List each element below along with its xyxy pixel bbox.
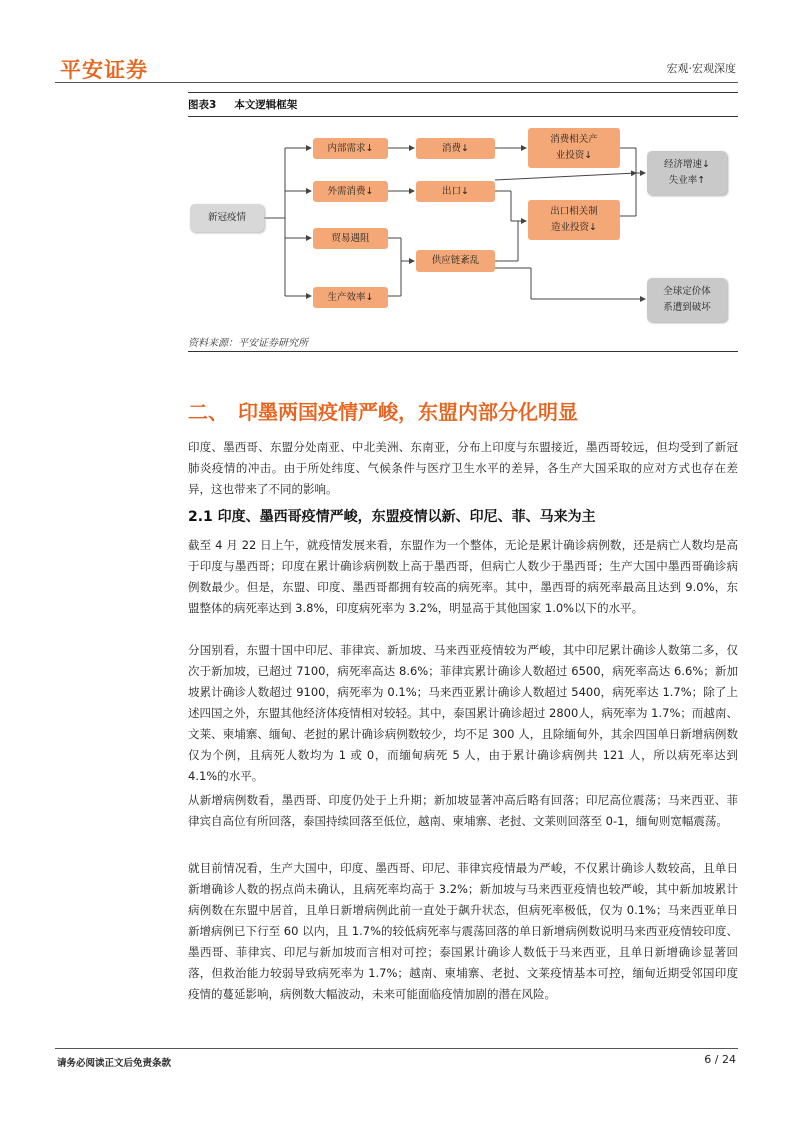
node-global-pricing-line1: 全球定价体 <box>663 286 711 297</box>
report-category: 宏观·宏观深度 <box>666 62 736 75</box>
node-global-pricing <box>647 278 727 322</box>
node-export: 出口↓ <box>416 181 495 202</box>
node-covid: 新冠疫情 <box>190 204 264 232</box>
node-consumer-investment <box>528 128 620 168</box>
page-number: 6 / 24 <box>704 1053 736 1066</box>
node-growth-unemployment <box>647 151 727 195</box>
paragraph-4: 就目前情况看，生产大国中，印度、墨西哥、印尼、菲律宾疫情最为严峻，不仅累计确诊人数较高，且单日新增确诊人数的拐点尚未确认，且病死率均高于 3.2%；新加坡与马来西亚疫情也较严峻，其中新加坡累计病例数在东盟中居首，且单日新增病例此前一直处于飙升状态，但病死率极低，仅为 0.1%；马来西亚单日新增病例已下行至 60 以内，且 1.7%的较低病死率与震荡回落的单日新增病例数说明马来西亚疫情较印度、墨西哥、菲律宾、印尼与新加坡而言相对可控；泰国累计确诊人数低于马来西亚，且单日新增确诊显著回落，但救治能力较弱导致病死率为 1.7%；越南、柬埔寨、老挝、文莱疫情基本可控，缅甸近期受邻国印度疫情的蔓延影响，病例数大幅波动，未来可能面临疫情加剧的潜在风险。 <box>188 861 738 1001</box>
node-manufacturing-investment-line1: 出口相关制 <box>550 206 598 217</box>
node-consumer-investment-line1: 消费相关产 <box>550 134 598 145</box>
node-supply-chain: 供应链紊乱 <box>416 250 495 272</box>
section-title: 二、 印墨两国疫情严峻，东盟内部分化明显 <box>188 400 578 424</box>
figure-number: 图表3 <box>188 99 217 111</box>
paragraph-3: 从新增病例数看，墨西哥、印度仍处于上升期；新加坡显著冲高后略有回落；印尼高位震荡；马来西亚、菲律宾自高位有所回落，泰国持续回落至低位，越南、柬埔寨、老挝、文莱则回落至 0-1，缅甸则宽幅震荡。 <box>188 793 738 828</box>
node-growth-line1: 经济增速↓ <box>664 159 710 170</box>
node-consumer-investment-line2: 业投资↓ <box>555 150 593 161</box>
paragraph-1: 截至 4 月 22 日上午，就疫情发展来看，东盟作为一个整体，无论是累计确诊病例数，还是病亡人数均是高于印度与墨西哥；印度在累计确诊病例数上高于墨西哥，但病亡人数少于墨西哥；生产大国中墨西哥确诊病例数最少。但是，东盟、印度、墨西哥都拥有较高的病死率。其中，墨西哥的病死率最高且达到 9.0%，东盟整体的病死率达到 3.8%，印度病死率为 3.2%，明显高于其他国家 1.0%以下的水平。 <box>188 538 738 615</box>
node-growth-line2: 失业率↑ <box>668 175 706 186</box>
subsection-title: 2.1 印度、墨西哥疫情严峻，东盟疫情以新、印尼、菲、马来为主 <box>188 509 596 525</box>
paragraph-2: 分国别看，东盟十国中印尼、菲律宾、新加坡、马来西亚疫情较为严峻，其中印尼累计确诊人数第二多，仅次于新加坡，已超过 7100，病死率高达 8.6%；菲律宾累计确诊人数超过 6500，病死率高达 6.6%；新加坡累计确诊人数超过 9100，病死率为 0.1%；马来西亚累计确诊人数超过 5400，病死率达 1.7%；除了上述四国之外，东盟其他经济体疫情相对较轻。其中，泰国累计确诊超过 2800人，病死率为 1.7%；而越南、文莱、柬埔寨、缅甸、老挝的累计确诊病例数较少，均不足 300 人，且除缅甸外，其余四国单日新增病例数仅为个例，且病死人数均为 1 或 0，而缅甸病死 5 人，由于累计确诊病例共 121 人，所以病死率达到 4.1%的水平。 <box>188 643 738 783</box>
node-productivity: 生产效率↓ <box>313 287 388 308</box>
node-consumption: 消费↓ <box>416 138 495 159</box>
node-trade: 贸易遇阻 <box>313 228 388 249</box>
figure-top-rule <box>188 92 738 93</box>
footer-disclaimer: 请务必阅读正文后免责条款 <box>57 1058 172 1069</box>
logic-framework-diagram <box>188 118 738 330</box>
figure-caption-rule <box>188 116 738 117</box>
node-manufacturing-investment <box>528 200 620 240</box>
intro-paragraph: 印度、墨西哥、东盟分处南亚、中北美洲、东南亚，分布上印度与东盟接近，墨西哥较远，但均受到了新冠肺炎疫情的冲击。由于所处纬度、气候条件与医疗卫生水平的差异，各生产大国采取的应对方式也存在差异，这也带来了不同的影响。 <box>188 440 738 496</box>
figure-bottom-rule <box>188 351 738 352</box>
node-domestic-demand: 内部需求↓ <box>313 138 388 159</box>
node-manufacturing-investment-line2: 造业投资↓ <box>551 222 597 233</box>
figure-caption <box>188 97 297 112</box>
figure-title: 本文逻辑框架 <box>234 99 298 111</box>
node-global-pricing-line2: 系遭到破坏 <box>663 302 711 313</box>
footer-divider <box>55 1048 738 1049</box>
figure-source: 资料来源：平安证券研究所 <box>188 338 308 349</box>
header-divider <box>55 82 738 83</box>
node-external-demand: 外需消费↓ <box>313 181 388 202</box>
brand-logo: 平安证券 <box>60 58 148 82</box>
